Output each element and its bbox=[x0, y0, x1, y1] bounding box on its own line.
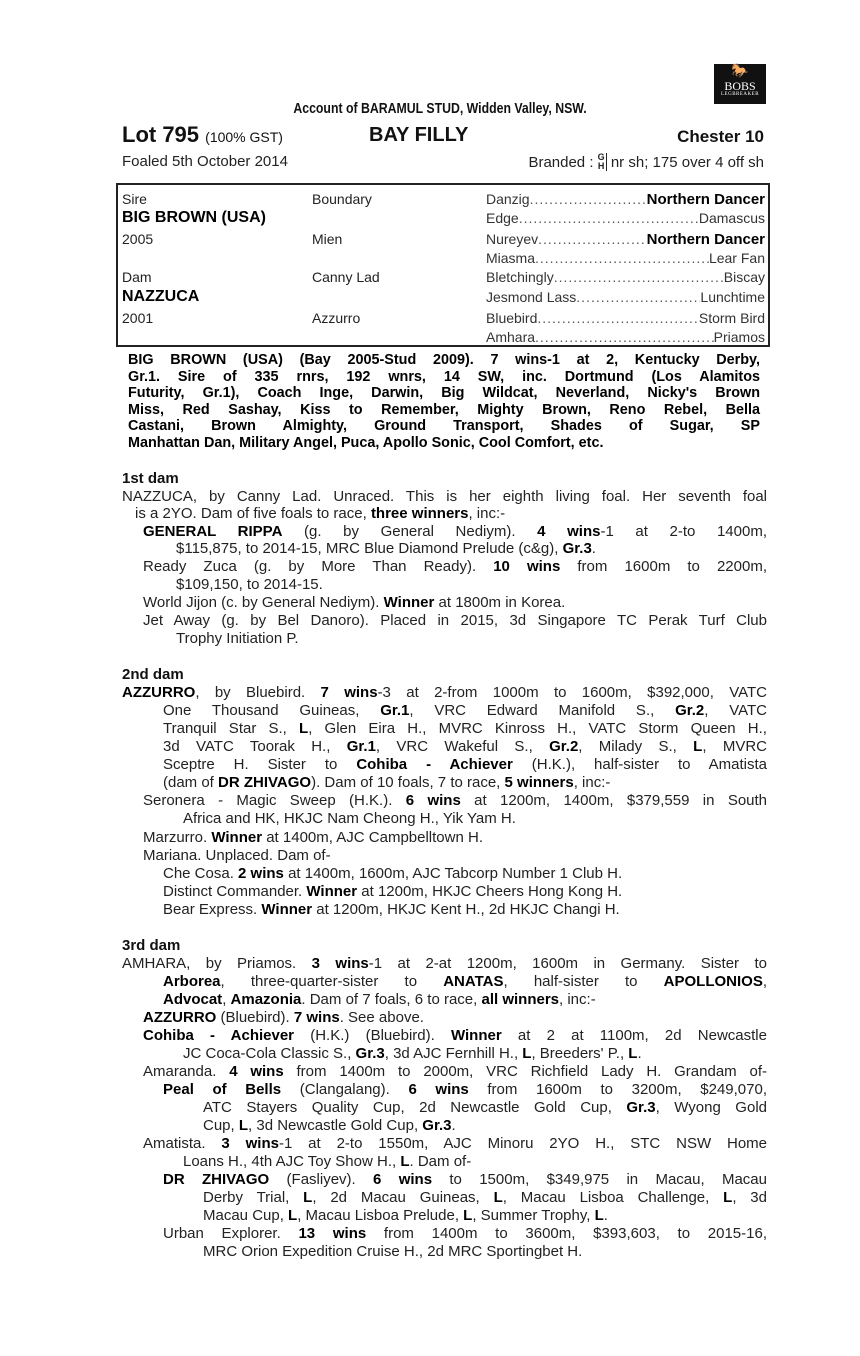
bold-text: L bbox=[238, 1117, 249, 1134]
text: Distinct Commander. bbox=[163, 883, 307, 900]
sire-label: Sire bbox=[122, 191, 147, 207]
pedigree-text-line bbox=[203, 1243, 767, 1260]
text: at 1800m in Korea. bbox=[434, 594, 566, 611]
bold-text: L bbox=[463, 1207, 473, 1224]
logo-text: BOBS bbox=[724, 79, 756, 93]
pedigree-text-line bbox=[143, 1009, 767, 1026]
grandparent: Boundary bbox=[312, 191, 372, 207]
bold-text: Gr.2 bbox=[549, 738, 579, 755]
pedigree-text-line bbox=[122, 684, 767, 701]
lot-title: BAY FILLY bbox=[369, 124, 469, 146]
leader-dots bbox=[554, 269, 724, 285]
great-grandparent: Bluebird bbox=[486, 310, 538, 326]
bold-text: ANATAS bbox=[443, 973, 504, 990]
horse-rider-icon: 🐎 bbox=[731, 64, 749, 79]
text: , 3d bbox=[732, 1189, 767, 1206]
logo-subtext: LEGBREAKER bbox=[720, 92, 760, 97]
sire-summary-line: Futurity, Gr.1), Coach Inge, Darwin, Big Wildcat, Neverland, Nicky's Brown bbox=[128, 385, 760, 402]
text: at 1200m, 1400m, $379,559 in South bbox=[460, 792, 768, 809]
leader-dots bbox=[519, 210, 699, 226]
grandparent: Mien bbox=[312, 231, 343, 247]
pedigree-text-line bbox=[163, 883, 767, 900]
bold-text: Gr.3 bbox=[422, 1117, 452, 1134]
text: Macau Cup, bbox=[203, 1207, 289, 1224]
pedigree-text-line bbox=[143, 523, 767, 540]
pedigree-text-line bbox=[122, 488, 767, 505]
pedigree-text-line bbox=[183, 1153, 767, 1170]
bold-text: APOLLONIOS bbox=[663, 973, 763, 990]
text: Ready Zuca (g. by More Than Ready). bbox=[143, 558, 494, 575]
text: , 3d Newcastle Gold Cup, bbox=[248, 1117, 423, 1134]
text: Derby Trial, bbox=[203, 1189, 304, 1206]
great-grandparent-row bbox=[486, 191, 765, 208]
text: (Bluebird). bbox=[216, 1009, 294, 1026]
great-great-grandsire: Priamos bbox=[713, 329, 765, 345]
great-grandparent-row bbox=[486, 310, 765, 326]
pedigree-text-line bbox=[163, 738, 767, 755]
great-great-grandsire: Biscay bbox=[723, 269, 765, 285]
great-grandparent: Miasma bbox=[486, 250, 536, 266]
text: , VRC Edward Manifold S., bbox=[409, 702, 676, 719]
dam-year: 2001 bbox=[122, 310, 154, 326]
great-grandparent-row bbox=[486, 250, 765, 266]
text: , VRC Wakeful S., bbox=[375, 738, 550, 755]
gst-note: (100% GST) bbox=[205, 129, 283, 145]
pedigree-text-line bbox=[135, 505, 767, 522]
great-grandparent-row bbox=[486, 231, 765, 248]
text: -1 at 2-to 1550m, AJC Minoru 2YO H., STC NSW Home bbox=[278, 1135, 768, 1152]
text: , 2d Macau Guineas, bbox=[312, 1189, 494, 1206]
pedigree-text-line bbox=[163, 720, 767, 737]
text: MRC Orion Expedition Cruise H., 2d MRC Sportingbet H. bbox=[203, 1243, 583, 1260]
pedigree-text-line bbox=[143, 1063, 767, 1080]
text: from 1400m to 2000m, VRC Richfield Lady H. Grandam of- bbox=[283, 1063, 767, 1080]
pedigree-text-line bbox=[163, 702, 767, 719]
bold-text: L bbox=[400, 1153, 410, 1170]
bold-text: 6 wins bbox=[373, 1171, 433, 1188]
great-great-grandsire: Northern Dancer bbox=[646, 231, 765, 248]
bold-text: L bbox=[288, 1207, 298, 1224]
text: Bear Express. bbox=[163, 901, 262, 918]
bold-text: AZZURRO bbox=[122, 684, 196, 701]
text: , inc:- bbox=[559, 991, 596, 1008]
bold-text: 7 wins bbox=[320, 684, 378, 701]
great-great-grandsire: Lunchtime bbox=[700, 289, 765, 305]
great-great-grandsire: Storm Bird bbox=[698, 310, 765, 326]
bold-text: 7 wins bbox=[293, 1009, 340, 1026]
text: Trophy Initiation P. bbox=[176, 630, 299, 647]
leader-dots bbox=[530, 191, 647, 208]
bold-text: Peal of Bells bbox=[163, 1081, 282, 1098]
bold-text: 3 wins bbox=[311, 955, 369, 972]
section-heading: 2nd dam bbox=[122, 666, 184, 683]
text: at 1200m, HKJC Kent H., 2d HKJC Changi H. bbox=[312, 901, 620, 918]
bold-text: three winners bbox=[370, 505, 469, 522]
sire-summary-line: Castani, Brown Almighty, Ground Transport, Shades of Sugar, SP bbox=[128, 418, 760, 435]
text: ). Dam of 10 foals, 7 to race, bbox=[311, 774, 505, 791]
text: AMHARA, by Priamos. bbox=[122, 955, 312, 972]
sire-summary bbox=[128, 352, 760, 452]
text: . bbox=[451, 1117, 456, 1134]
bold-text: 13 wins bbox=[298, 1225, 367, 1242]
pedigree-text-line bbox=[203, 1189, 767, 1206]
pedigree-text-line bbox=[143, 558, 767, 575]
sire-summary-line: BIG BROWN (USA) (Bay 2005-Stud 2009). 7 wins-1 at 2, Kentucky Derby, bbox=[128, 352, 760, 368]
leader-dots bbox=[535, 250, 709, 266]
bold-text: Winner bbox=[450, 1027, 502, 1044]
text: Che Cosa. bbox=[163, 865, 239, 882]
bold-text: Amazonia bbox=[230, 991, 302, 1008]
text: Africa and HK, HKJC Nam Cheong H., Yik Yam H. bbox=[183, 810, 516, 827]
text: One Thousand Guineas, bbox=[163, 702, 381, 719]
text: (dam of bbox=[163, 774, 219, 791]
text: 3d VATC Toorak H., bbox=[163, 738, 347, 755]
pedigree-text-line bbox=[163, 1171, 767, 1188]
great-grandparent-row bbox=[486, 269, 765, 285]
pedigree-table bbox=[116, 183, 770, 347]
great-grandparent: Jesmond Lass bbox=[486, 289, 577, 305]
pedigree-text-line bbox=[203, 1117, 767, 1134]
leader-dots bbox=[538, 231, 647, 248]
bold-text: Cohiba - Achiever bbox=[356, 756, 513, 773]
bold-text: all winners bbox=[481, 991, 560, 1008]
text: . bbox=[637, 1045, 642, 1062]
bold-text: Gr.3 bbox=[626, 1099, 656, 1116]
vendor-account: Account of BARAMUL STUD, Widden Valley, NSW. bbox=[293, 100, 587, 117]
great-grandparent: Edge bbox=[486, 210, 519, 226]
text: $109,150, to 2014-15. bbox=[176, 576, 323, 593]
foaled-date: Foaled 5th October 2014 bbox=[122, 153, 288, 170]
text: . See above. bbox=[339, 1009, 424, 1026]
sire-name: BIG BROWN (USA) bbox=[122, 209, 266, 226]
text: is a 2YO. Dam of five foals to race, bbox=[135, 505, 371, 522]
text: Amatista. bbox=[143, 1135, 222, 1152]
great-great-grandsire: Damascus bbox=[698, 210, 765, 226]
leader-dots bbox=[535, 329, 714, 345]
bold-text: L bbox=[299, 720, 309, 737]
text: from 1600m to 3200m, $249,070, bbox=[468, 1081, 768, 1098]
text: Seronera - Magic Sweep (H.K.). bbox=[143, 792, 406, 809]
bold-text: Winner bbox=[383, 594, 435, 611]
bold-text: 10 wins bbox=[493, 558, 561, 575]
bold-text: Gr.3 bbox=[562, 540, 592, 557]
grandparent: Canny Lad bbox=[312, 269, 380, 285]
bold-text: L bbox=[303, 1189, 313, 1206]
text: NAZZUCA, by Canny Lad. Unraced. This is her eighth living foal. Her seventh foal bbox=[122, 488, 767, 505]
text: . bbox=[603, 1207, 608, 1224]
text: , Summer Trophy, bbox=[472, 1207, 595, 1224]
pedigree-text-line bbox=[163, 756, 767, 773]
text: , bbox=[762, 973, 767, 990]
text: from 1400m to 3600m, $393,603, to 2015-16, bbox=[366, 1225, 767, 1242]
text: , Glen Eira H., MVRC Kinross H., VATC Storm Queen H., bbox=[308, 720, 767, 737]
text: (Clangalang). bbox=[281, 1081, 409, 1098]
text: , VATC bbox=[704, 702, 767, 719]
text: , Wyong Gold bbox=[655, 1099, 767, 1116]
bold-text: L bbox=[594, 1207, 604, 1224]
bold-text: Advocat bbox=[163, 991, 223, 1008]
text: , 3d AJC Fernhill H., bbox=[384, 1045, 523, 1062]
text: (g. by General Nediym). bbox=[282, 523, 538, 540]
text: , inc:- bbox=[468, 505, 506, 522]
text: , Milady S., bbox=[578, 738, 694, 755]
pedigree-text-line bbox=[176, 576, 767, 593]
text: Sceptre H. Sister to bbox=[163, 756, 357, 773]
bold-text: Gr.2 bbox=[675, 702, 705, 719]
pedigree-text-line bbox=[176, 630, 767, 647]
text: at 2 at 1100m, 2d Newcastle bbox=[501, 1027, 767, 1044]
bold-text: Winner bbox=[211, 829, 263, 846]
bold-text: Gr.3 bbox=[355, 1045, 385, 1062]
bobs-logo bbox=[714, 64, 766, 104]
pedigree-text-line bbox=[203, 1099, 767, 1116]
bold-text: Arborea bbox=[163, 973, 221, 990]
bold-text: Winner bbox=[261, 901, 313, 918]
text: , Macau Lisboa Challenge, bbox=[502, 1189, 724, 1206]
text: -1 at 2-to 1400m, bbox=[600, 523, 767, 540]
sire-summary-line: Gr.1. Sire of 335 rnrs, 192 wnrs, 14 SW, inc. Dortmund (Los Alamitos bbox=[128, 368, 760, 385]
branded-label: Branded : bbox=[528, 154, 594, 171]
text: , by Bluebird. bbox=[195, 684, 321, 701]
pedigree-text-line bbox=[183, 810, 767, 827]
great-grandparent: Bletchingly bbox=[486, 269, 554, 285]
text: Mariana. Unplaced. Dam of- bbox=[143, 847, 331, 864]
text: . Dam of- bbox=[409, 1153, 472, 1170]
great-grandparent: Amhara bbox=[486, 329, 536, 345]
text: ATC Stayers Quality Cup, 2d Newcastle Gold Cup, bbox=[203, 1099, 627, 1116]
pedigree-text-line bbox=[143, 847, 767, 864]
text: , three-quarter-sister to bbox=[220, 973, 444, 990]
text: , Macau Lisboa Prelude, bbox=[297, 1207, 464, 1224]
pedigree-text-line bbox=[183, 1045, 767, 1062]
bold-text: 6 wins bbox=[405, 792, 461, 809]
bold-text: 4 wins bbox=[537, 523, 601, 540]
pedigree-text-line bbox=[176, 540, 767, 557]
leader-dots bbox=[537, 310, 699, 326]
bold-text: 5 winners bbox=[504, 774, 574, 791]
bold-text: Cohiba - Achiever bbox=[143, 1027, 295, 1044]
bold-text: 2 wins bbox=[238, 865, 284, 882]
great-grandparent: Danzig bbox=[486, 191, 530, 207]
great-grandparent: Nureyev bbox=[486, 231, 539, 247]
text: -1 at 2-at 1200m, 1600m in Germany. Sister to bbox=[368, 955, 767, 972]
stable-location: Chester 10 bbox=[677, 127, 764, 146]
pedigree-text-line bbox=[163, 973, 767, 990]
text: Marzurro. bbox=[143, 829, 212, 846]
brand-top: G bbox=[597, 152, 605, 162]
bold-text: L bbox=[628, 1045, 638, 1062]
sire-summary-line: Manhattan Dan, Military Angel, Puca, Apollo Sonic, Cool Comfort, etc. bbox=[128, 434, 604, 451]
text: at 1200m, HKJC Cheers Hong Kong H. bbox=[357, 883, 623, 900]
dam-label: Dam bbox=[122, 269, 152, 285]
lot-label: Lot 795 bbox=[122, 122, 200, 147]
bold-text: 4 wins bbox=[229, 1063, 284, 1080]
great-grandparent-row bbox=[486, 289, 765, 305]
text: Tranquil Star S., bbox=[163, 720, 300, 737]
bold-text: DR ZHIVAGO bbox=[218, 774, 312, 791]
text: . bbox=[591, 540, 596, 557]
pedigree-text-line bbox=[163, 774, 767, 791]
text: , half-sister to bbox=[503, 973, 664, 990]
brand-info bbox=[528, 153, 764, 171]
text: to 1500m, $349,975 in Macau, Macau bbox=[432, 1171, 767, 1188]
brand-mark bbox=[598, 153, 607, 171]
dam-name: NAZZUCA bbox=[122, 288, 200, 305]
great-great-grandsire: Northern Dancer bbox=[646, 191, 765, 208]
text: Loans H., 4th AJC Toy Show H., bbox=[183, 1153, 401, 1170]
text: (H.K.) (Bluebird). bbox=[294, 1027, 451, 1044]
pedigree-text-line bbox=[143, 829, 767, 846]
text: at 1400m, 1600m, AJC Tabcorp Number 1 Club H. bbox=[283, 865, 623, 882]
pedigree-text-line bbox=[143, 594, 767, 611]
great-great-grandsire: Lear Fan bbox=[708, 250, 765, 266]
text: . Dam of 7 foals, 6 to race, bbox=[301, 991, 482, 1008]
bold-text: 6 wins bbox=[408, 1081, 469, 1098]
text: , bbox=[222, 991, 231, 1008]
leader-dots bbox=[576, 289, 700, 305]
text: from 1600m to 2200m, bbox=[560, 558, 767, 575]
bold-text: L bbox=[493, 1189, 503, 1206]
text: Urban Explorer. bbox=[163, 1225, 299, 1242]
great-grandparent-row bbox=[486, 210, 765, 226]
pedigree-text-line bbox=[163, 865, 767, 882]
bold-text: 3 wins bbox=[221, 1135, 279, 1152]
text: , MVRC bbox=[702, 738, 767, 755]
grandparent: Azzurro bbox=[312, 310, 361, 326]
sire-summary-line: Miss, Red Sashay, Kiss to Remember, Mighty Brown, Reno Rebel, Bella bbox=[128, 401, 760, 418]
great-grandparent-row bbox=[486, 329, 765, 345]
pedigree-text-line bbox=[143, 1027, 767, 1044]
text: JC Coca-Cola Classic S., bbox=[183, 1045, 356, 1062]
bold-text: AZZURRO bbox=[143, 1009, 217, 1026]
pedigree-text-line bbox=[143, 792, 767, 809]
bold-text: DR ZHIVAGO bbox=[163, 1171, 270, 1188]
text: , Breeders' P., bbox=[531, 1045, 629, 1062]
text: (Fasliyev). bbox=[269, 1171, 374, 1188]
text: $115,875, to 2014-15, MRC Blue Diamond Prelude (c&g), bbox=[176, 540, 563, 557]
pedigree-text-line bbox=[143, 612, 767, 629]
pedigree-text-line bbox=[203, 1207, 767, 1224]
text: , inc:- bbox=[573, 774, 611, 791]
text: -3 at 2-from 1000m to 1600m, $392,000, VATC bbox=[377, 684, 767, 701]
bold-text: GENERAL RIPPA bbox=[143, 523, 283, 540]
text: Amaranda. bbox=[143, 1063, 230, 1080]
bold-text: Winner bbox=[306, 883, 358, 900]
pedigree-text-line bbox=[163, 1225, 767, 1242]
brand-bottom: H bbox=[597, 161, 605, 171]
sire-year: 2005 bbox=[122, 231, 154, 247]
text: at 1400m, AJC Campbelltown H. bbox=[262, 829, 483, 846]
bold-text: Gr.1 bbox=[346, 738, 376, 755]
text: Cup, bbox=[203, 1117, 239, 1134]
pedigree-text-line bbox=[143, 1135, 767, 1152]
pedigree-text-line bbox=[163, 901, 767, 918]
text: (H.K.), half-sister to Amatista bbox=[512, 756, 767, 773]
lot-number bbox=[122, 122, 283, 148]
bold-text: L bbox=[723, 1189, 733, 1206]
bold-text: Gr.1 bbox=[380, 702, 410, 719]
text: Jet Away (g. by Bel Danoro). Placed in 2015, 3d Singapore TC Perak Turf Club bbox=[143, 612, 767, 629]
section-heading: 3rd dam bbox=[122, 937, 181, 954]
section-heading: 1st dam bbox=[122, 470, 179, 487]
pedigree-text-line bbox=[163, 1081, 767, 1098]
pedigree-text-line bbox=[163, 991, 767, 1008]
branded-detail: nr sh; 175 over 4 off sh bbox=[610, 154, 764, 171]
bold-text: L bbox=[522, 1045, 532, 1062]
bold-text: L bbox=[693, 738, 703, 755]
pedigree-text-line bbox=[122, 955, 767, 972]
text: World Jijon (c. by General Nediym). bbox=[143, 594, 384, 611]
